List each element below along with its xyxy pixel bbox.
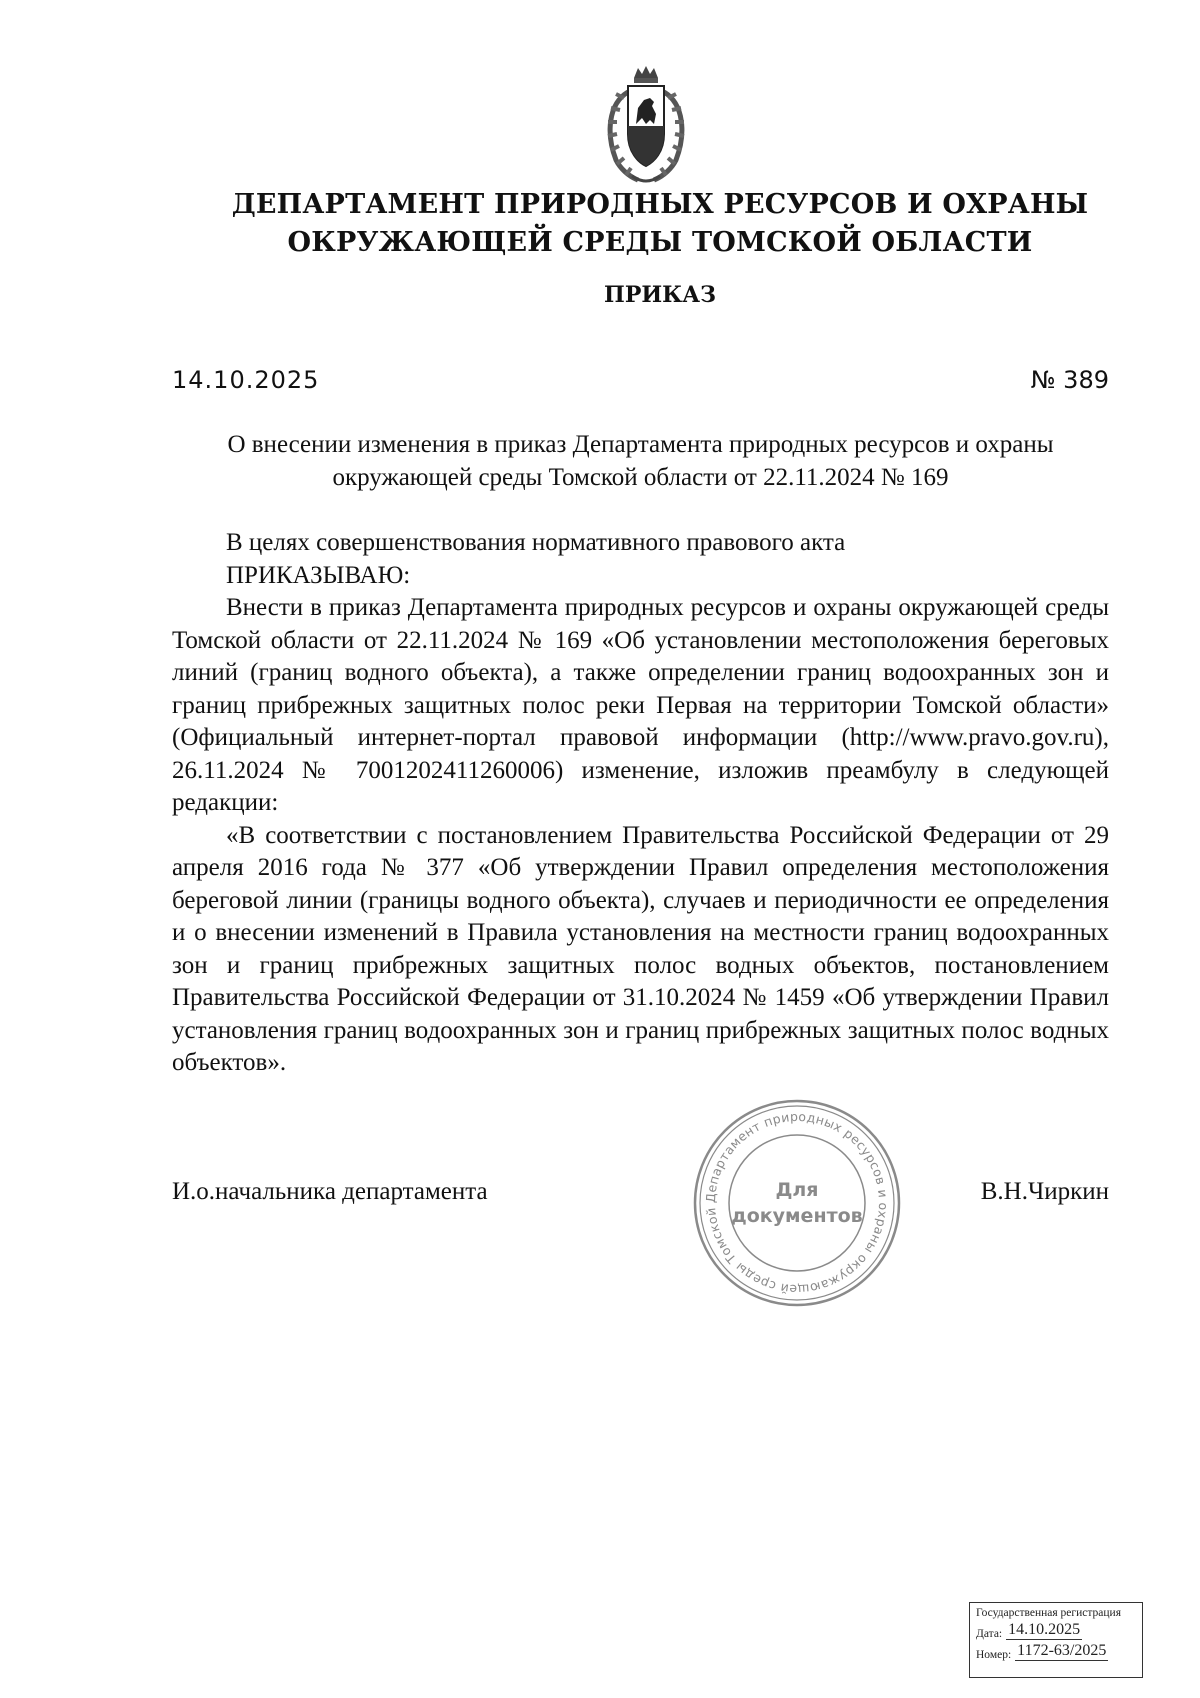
stamp-ring-text: Департамент природных ресурсов и охраны окружающей среды Томской [702, 1108, 892, 1298]
document-number: № 389 [1030, 366, 1109, 394]
registration-number-row [976, 1642, 1136, 1661]
registration-number-label: Номер: [976, 1649, 1012, 1661]
registration-date-value: 14.10.2025 [1008, 1621, 1081, 1638]
registration-date-row [976, 1621, 1136, 1640]
registration-title: Государственная регистрация [976, 1607, 1121, 1619]
department-name-line2: ОКРУЖАЮЩЕЙ СРЕДЫ ТОМСКОЙ ОБЛАСТИ [287, 227, 1033, 258]
department-name-line1: ДЕПАРТАМЕНТ ПРИРОДНЫХ РЕСУРСОВ И ОХРАНЫ [231, 189, 1089, 220]
document-subject: О внесении изменения в приказ Департамента природных ресурсов и охраны окружающей среды Томской области от 22.11.2024 № 169 [227, 431, 1054, 491]
department-name [120, 186, 1200, 262]
registration-date-label: Дата: [976, 1628, 1003, 1640]
document-date: 14.10.2025 [172, 366, 320, 394]
document-body [172, 527, 1109, 1080]
stamp-center-line1: Для [775, 1179, 819, 1201]
body-paragraph-purpose: В целях совершенствования нормативного правового акта [226, 529, 846, 556]
body-paragraph-order: ПРИКАЗЫВАЮ: [226, 561, 411, 589]
registration-box [969, 1602, 1143, 1678]
registration-number-value: 1172-63/2025 [1017, 1642, 1107, 1659]
body-paragraph-amendment: Внести в приказ Департамента природных ресурсов и охраны окружающей среды Томской области от 22.11.2024 № 169 «Об установлении местоположения береговых линий (границ водного объекта), а также определении границ водоохранных зон и границ прибрежных защитных полос реки Первая на территории Томской области» (Официальный интернет-портал правовой информации (http://www.pravo.gov.ru), 26.11.2024 № 7001202411260006) изменение, изложив преамбулу в следующей редакции: [172, 594, 1109, 816]
coat-of-arms-icon [598, 64, 694, 186]
body-paragraph-preamble: «В соответствии с постановлением Правительства Российской Федерации от 29 апреля 2016 года № 377 «Об утверждении Правил определения местоположения береговой линии (границы водного объекта), случаев и периодичности ее определения и о внесении изменений в Правила установления на местности границ водоохранных зон и границ прибрежных защитных полос водных объектов, постановлением Правительства Российской Федерации от 31.10.2024 № 1459 «Об утверждении Правил установления границ водоохранных зон и границ прибрежных защитных полос водных объектов». [172, 821, 1109, 1076]
official-stamp [692, 1098, 902, 1308]
stamp-center-line2: документов [731, 1205, 863, 1227]
signatory-role: И.о.начальника департамента [172, 1178, 488, 1205]
signatory-name: В.Н.Чиркин [980, 1178, 1109, 1205]
stamp-center [692, 1098, 902, 1308]
document-type: ПРИКАЗ [604, 282, 716, 308]
